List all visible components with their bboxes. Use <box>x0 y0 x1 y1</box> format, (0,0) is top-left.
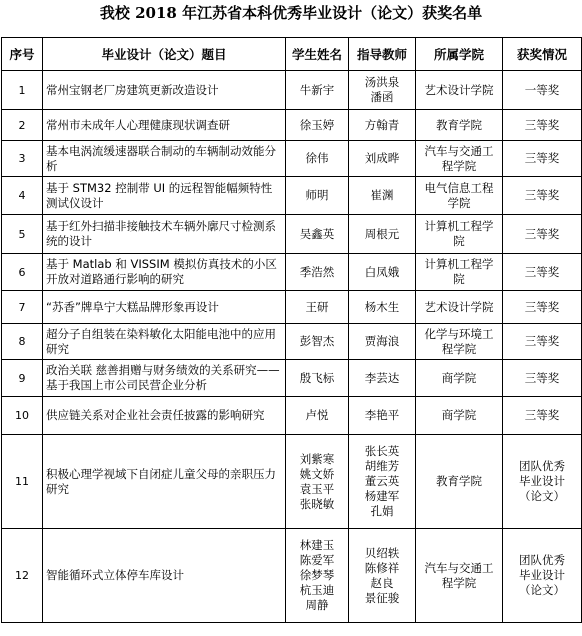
row-advisor: 刘成晔 <box>349 141 416 177</box>
row-student: 徐伟 <box>286 141 349 177</box>
award-table <box>1 37 582 623</box>
table-header-row <box>2 38 582 71</box>
row-topic: 供应链关系对企业社会责任披露的影响研究 <box>43 397 286 435</box>
row-topic: 智能循环式立体停车库设计 <box>43 529 286 623</box>
row-student: 牛新宇 <box>286 71 349 110</box>
row-college: 化学与环境工程学院 <box>416 324 503 360</box>
row-student: 徐玉婷 <box>286 110 349 141</box>
row-student: 吴鑫英 <box>286 215 349 254</box>
header-advisor: 指导教师 <box>349 38 416 71</box>
table-row <box>2 110 582 141</box>
row-advisor: 张长英 胡维芳 董云英 杨建军 孔娟 <box>349 435 416 529</box>
header-no: 序号 <box>2 38 43 71</box>
row-college: 电气信息工程学院 <box>416 177 503 215</box>
row-student: 殷飞标 <box>286 360 349 397</box>
row-advisor: 白凤娥 <box>349 254 416 291</box>
row-advisor: 杨木生 <box>349 291 416 324</box>
row-student: 师明 <box>286 177 349 215</box>
row-college: 汽车与交通工程学院 <box>416 529 503 623</box>
row-number: 3 <box>2 141 43 177</box>
row-advisor: 周根元 <box>349 215 416 254</box>
row-college: 教育学院 <box>416 110 503 141</box>
row-student: 彭智杰 <box>286 324 349 360</box>
row-number: 12 <box>2 529 43 623</box>
table-row <box>2 291 582 324</box>
row-college: 汽车与交通工程学院 <box>416 141 503 177</box>
row-college: 艺术设计学院 <box>416 71 503 110</box>
table-row <box>2 435 582 529</box>
row-topic: 积极心理学视域下自闭症儿童父母的亲职压力研究 <box>43 435 286 529</box>
row-award: 团队优秀 毕业设计 （论文） <box>503 435 582 529</box>
row-college: 教育学院 <box>416 435 503 529</box>
row-topic: 超分子自组装在染料敏化太阳能电池中的应用研究 <box>43 324 286 360</box>
row-number: 9 <box>2 360 43 397</box>
row-college: 计算机工程学院 <box>416 215 503 254</box>
row-number: 2 <box>2 110 43 141</box>
row-number: 8 <box>2 324 43 360</box>
row-number: 7 <box>2 291 43 324</box>
header-college: 所属学院 <box>416 38 503 71</box>
row-topic: 常州宝钢老厂房建筑更新改造设计 <box>43 71 286 110</box>
row-student: 王研 <box>286 291 349 324</box>
table-row <box>2 177 582 215</box>
table-row <box>2 360 582 397</box>
table-row <box>2 397 582 435</box>
row-topic: “苏香”牌阜宁大糕品牌形象再设计 <box>43 291 286 324</box>
row-advisor: 李艳平 <box>349 397 416 435</box>
row-award: 三等奖 <box>503 397 582 435</box>
table-row <box>2 324 582 360</box>
row-award: 三等奖 <box>503 254 582 291</box>
header-topic: 毕业设计（论文）题目 <box>43 38 286 71</box>
row-award: 团队优秀 毕业设计 （论文） <box>503 529 582 623</box>
row-topic: 基于 Matlab 和 VISSIM 模拟仿真技术的小区开放对道路通行影响的研究 <box>43 254 286 291</box>
row-award: 三等奖 <box>503 110 582 141</box>
row-award: 三等奖 <box>503 141 582 177</box>
row-college: 商学院 <box>416 360 503 397</box>
row-advisor: 贝绍轶 陈修祥 赵良 景征骏 <box>349 529 416 623</box>
row-topic: 政治关联 慈善捐赠与财务绩效的关系研究——基于我国上市公司民营企业分析 <box>43 360 286 397</box>
row-topic: 基于红外扫描非接触技术车辆外廓尺寸检测系统的设计 <box>43 215 286 254</box>
row-number: 11 <box>2 435 43 529</box>
row-number: 4 <box>2 177 43 215</box>
row-student: 卢悦 <box>286 397 349 435</box>
row-college: 艺术设计学院 <box>416 291 503 324</box>
row-award: 三等奖 <box>503 291 582 324</box>
header-award: 获奖情况 <box>503 38 582 71</box>
page-title: 我校 2018 年江苏省本科优秀毕业设计（论文）获奖名单 <box>99 4 483 22</box>
row-student: 季浩然 <box>286 254 349 291</box>
row-college: 商学院 <box>416 397 503 435</box>
row-award: 三等奖 <box>503 324 582 360</box>
table-row <box>2 141 582 177</box>
row-advisor: 方翰青 <box>349 110 416 141</box>
table-row <box>2 529 582 623</box>
table-row <box>2 71 582 110</box>
row-advisor: 李芸达 <box>349 360 416 397</box>
row-number: 1 <box>2 71 43 110</box>
row-topic: 常州市未成年人心理健康现状调查研 <box>43 110 286 141</box>
table-row <box>2 254 582 291</box>
row-college: 计算机工程学院 <box>416 254 503 291</box>
row-award: 三等奖 <box>503 360 582 397</box>
table-row <box>2 215 582 254</box>
row-advisor: 崔渊 <box>349 177 416 215</box>
header-student: 学生姓名 <box>286 38 349 71</box>
row-student: 刘紫寒 姚文娇 袁玉平 张晓敏 <box>286 435 349 529</box>
row-topic: 基本电涡流缓速器联合制动的车辆制动效能分析 <box>43 141 286 177</box>
row-award: 三等奖 <box>503 215 582 254</box>
row-advisor: 汤洪泉 潘函 <box>349 71 416 110</box>
row-topic: 基于 STM32 控制带 UI 的远程智能幅频特性测试仪设计 <box>43 177 286 215</box>
row-advisor: 贾海浪 <box>349 324 416 360</box>
row-award: 一等奖 <box>503 71 582 110</box>
row-number: 5 <box>2 215 43 254</box>
row-student: 林建玉 陈爱军 徐梦琴 杭玉迪 周静 <box>286 529 349 623</box>
row-number: 10 <box>2 397 43 435</box>
row-number: 6 <box>2 254 43 291</box>
row-award: 三等奖 <box>503 177 582 215</box>
